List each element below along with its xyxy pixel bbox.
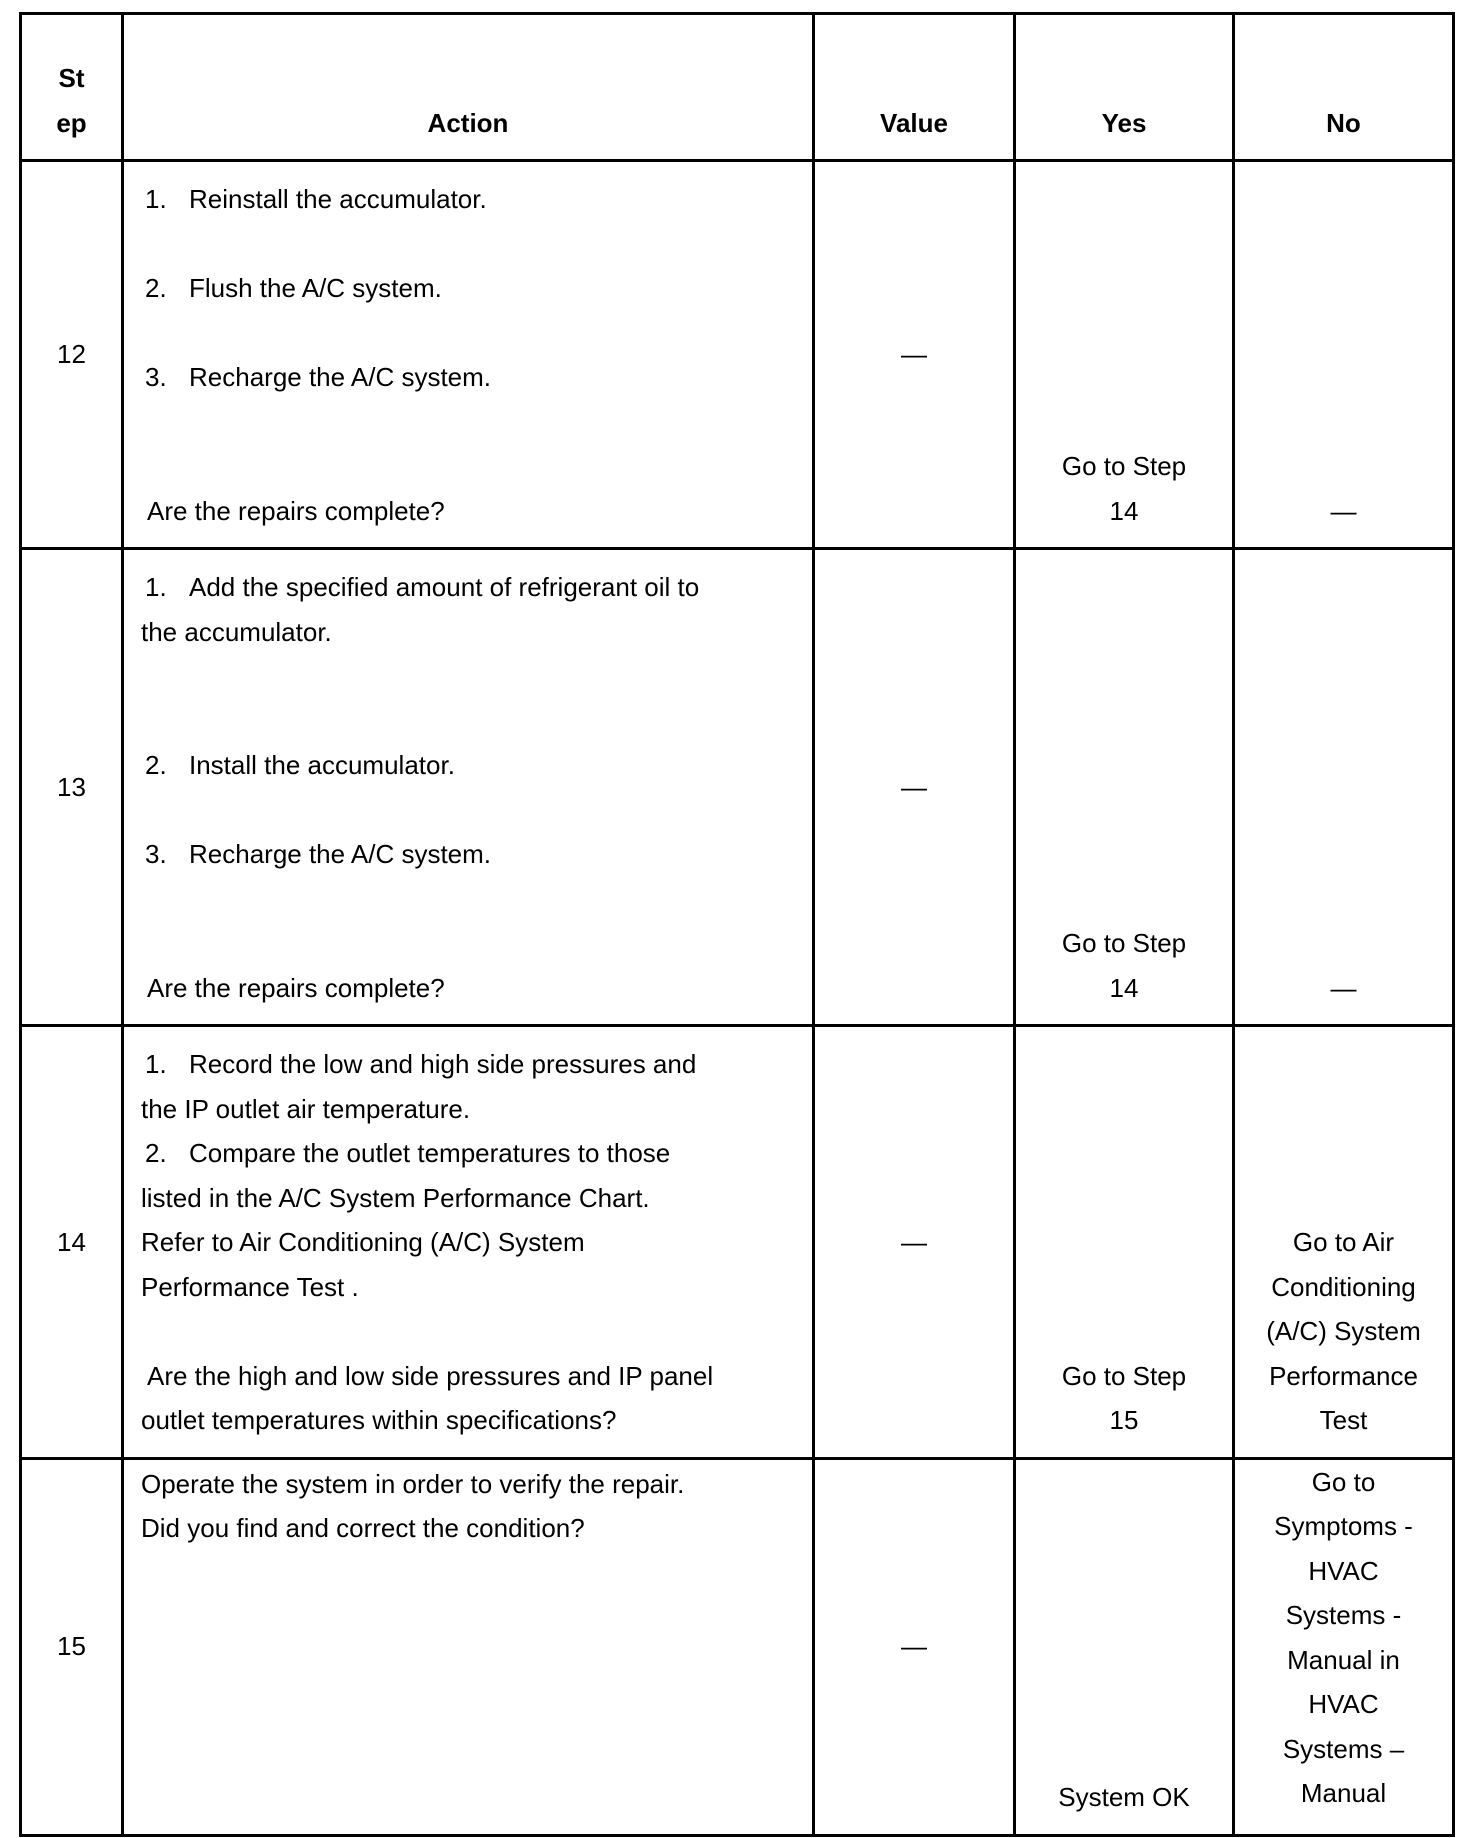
yes-cell: Go to Step 14 — [1015, 161, 1234, 549]
no-cell: — — [1234, 161, 1454, 549]
table-row — [21, 1026, 1454, 1459]
header-row — [21, 14, 1454, 161]
diagnostic-table — [19, 12, 1455, 1837]
step-number: 15 — [21, 1458, 123, 1835]
header-value: Value — [814, 14, 1015, 161]
value-cell: — — [814, 549, 1015, 1026]
step-number: 12 — [21, 161, 123, 549]
header-action: Action — [123, 14, 814, 161]
yes-cell: Go to Step 15 — [1015, 1026, 1234, 1459]
action-cell: 1. Add the specified amount of refrigerant oil to the accumulator. 2. Install the accumulator. 3. Recharge the A/C system. Are the repairs complete? — [123, 549, 814, 1026]
action-cell: Operate the system in order to verify the repair. Did you find and correct the condition? — [123, 1458, 814, 1835]
no-cell: Go to Symptoms - HVAC Systems - Manual in HVAC Systems – Manual — [1234, 1458, 1454, 1835]
step-number: 13 — [21, 549, 123, 1026]
header-yes: Yes — [1015, 14, 1234, 161]
header-no: No — [1234, 14, 1454, 161]
value-cell: — — [814, 1458, 1015, 1835]
action-cell: 1. Reinstall the accumulator. 2. Flush the A/C system. 3. Recharge the A/C system. Are the repairs complete? — [123, 161, 814, 549]
table-row — [21, 1458, 1454, 1835]
yes-cell: System OK — [1015, 1458, 1234, 1835]
step-number: 14 — [21, 1026, 123, 1459]
action-cell: 1. Record the low and high side pressures and the IP outlet air temperature. 2. Compare the outlet temperatures to those listed in the A/C System Performance Chart. Refer to Air Conditioning (A/C) System Performance Test . Are the high and low side pressures and IP panel outlet temperatures within specifications? — [123, 1026, 814, 1459]
no-cell: — — [1234, 549, 1454, 1026]
header-step: St ep — [21, 14, 123, 161]
no-cell: Go to Air Conditioning (A/C) System Performance Test — [1234, 1026, 1454, 1459]
value-cell: — — [814, 1026, 1015, 1459]
value-cell: — — [814, 161, 1015, 549]
table-row — [21, 549, 1454, 1026]
yes-cell: Go to Step 14 — [1015, 549, 1234, 1026]
table-row — [21, 161, 1454, 549]
